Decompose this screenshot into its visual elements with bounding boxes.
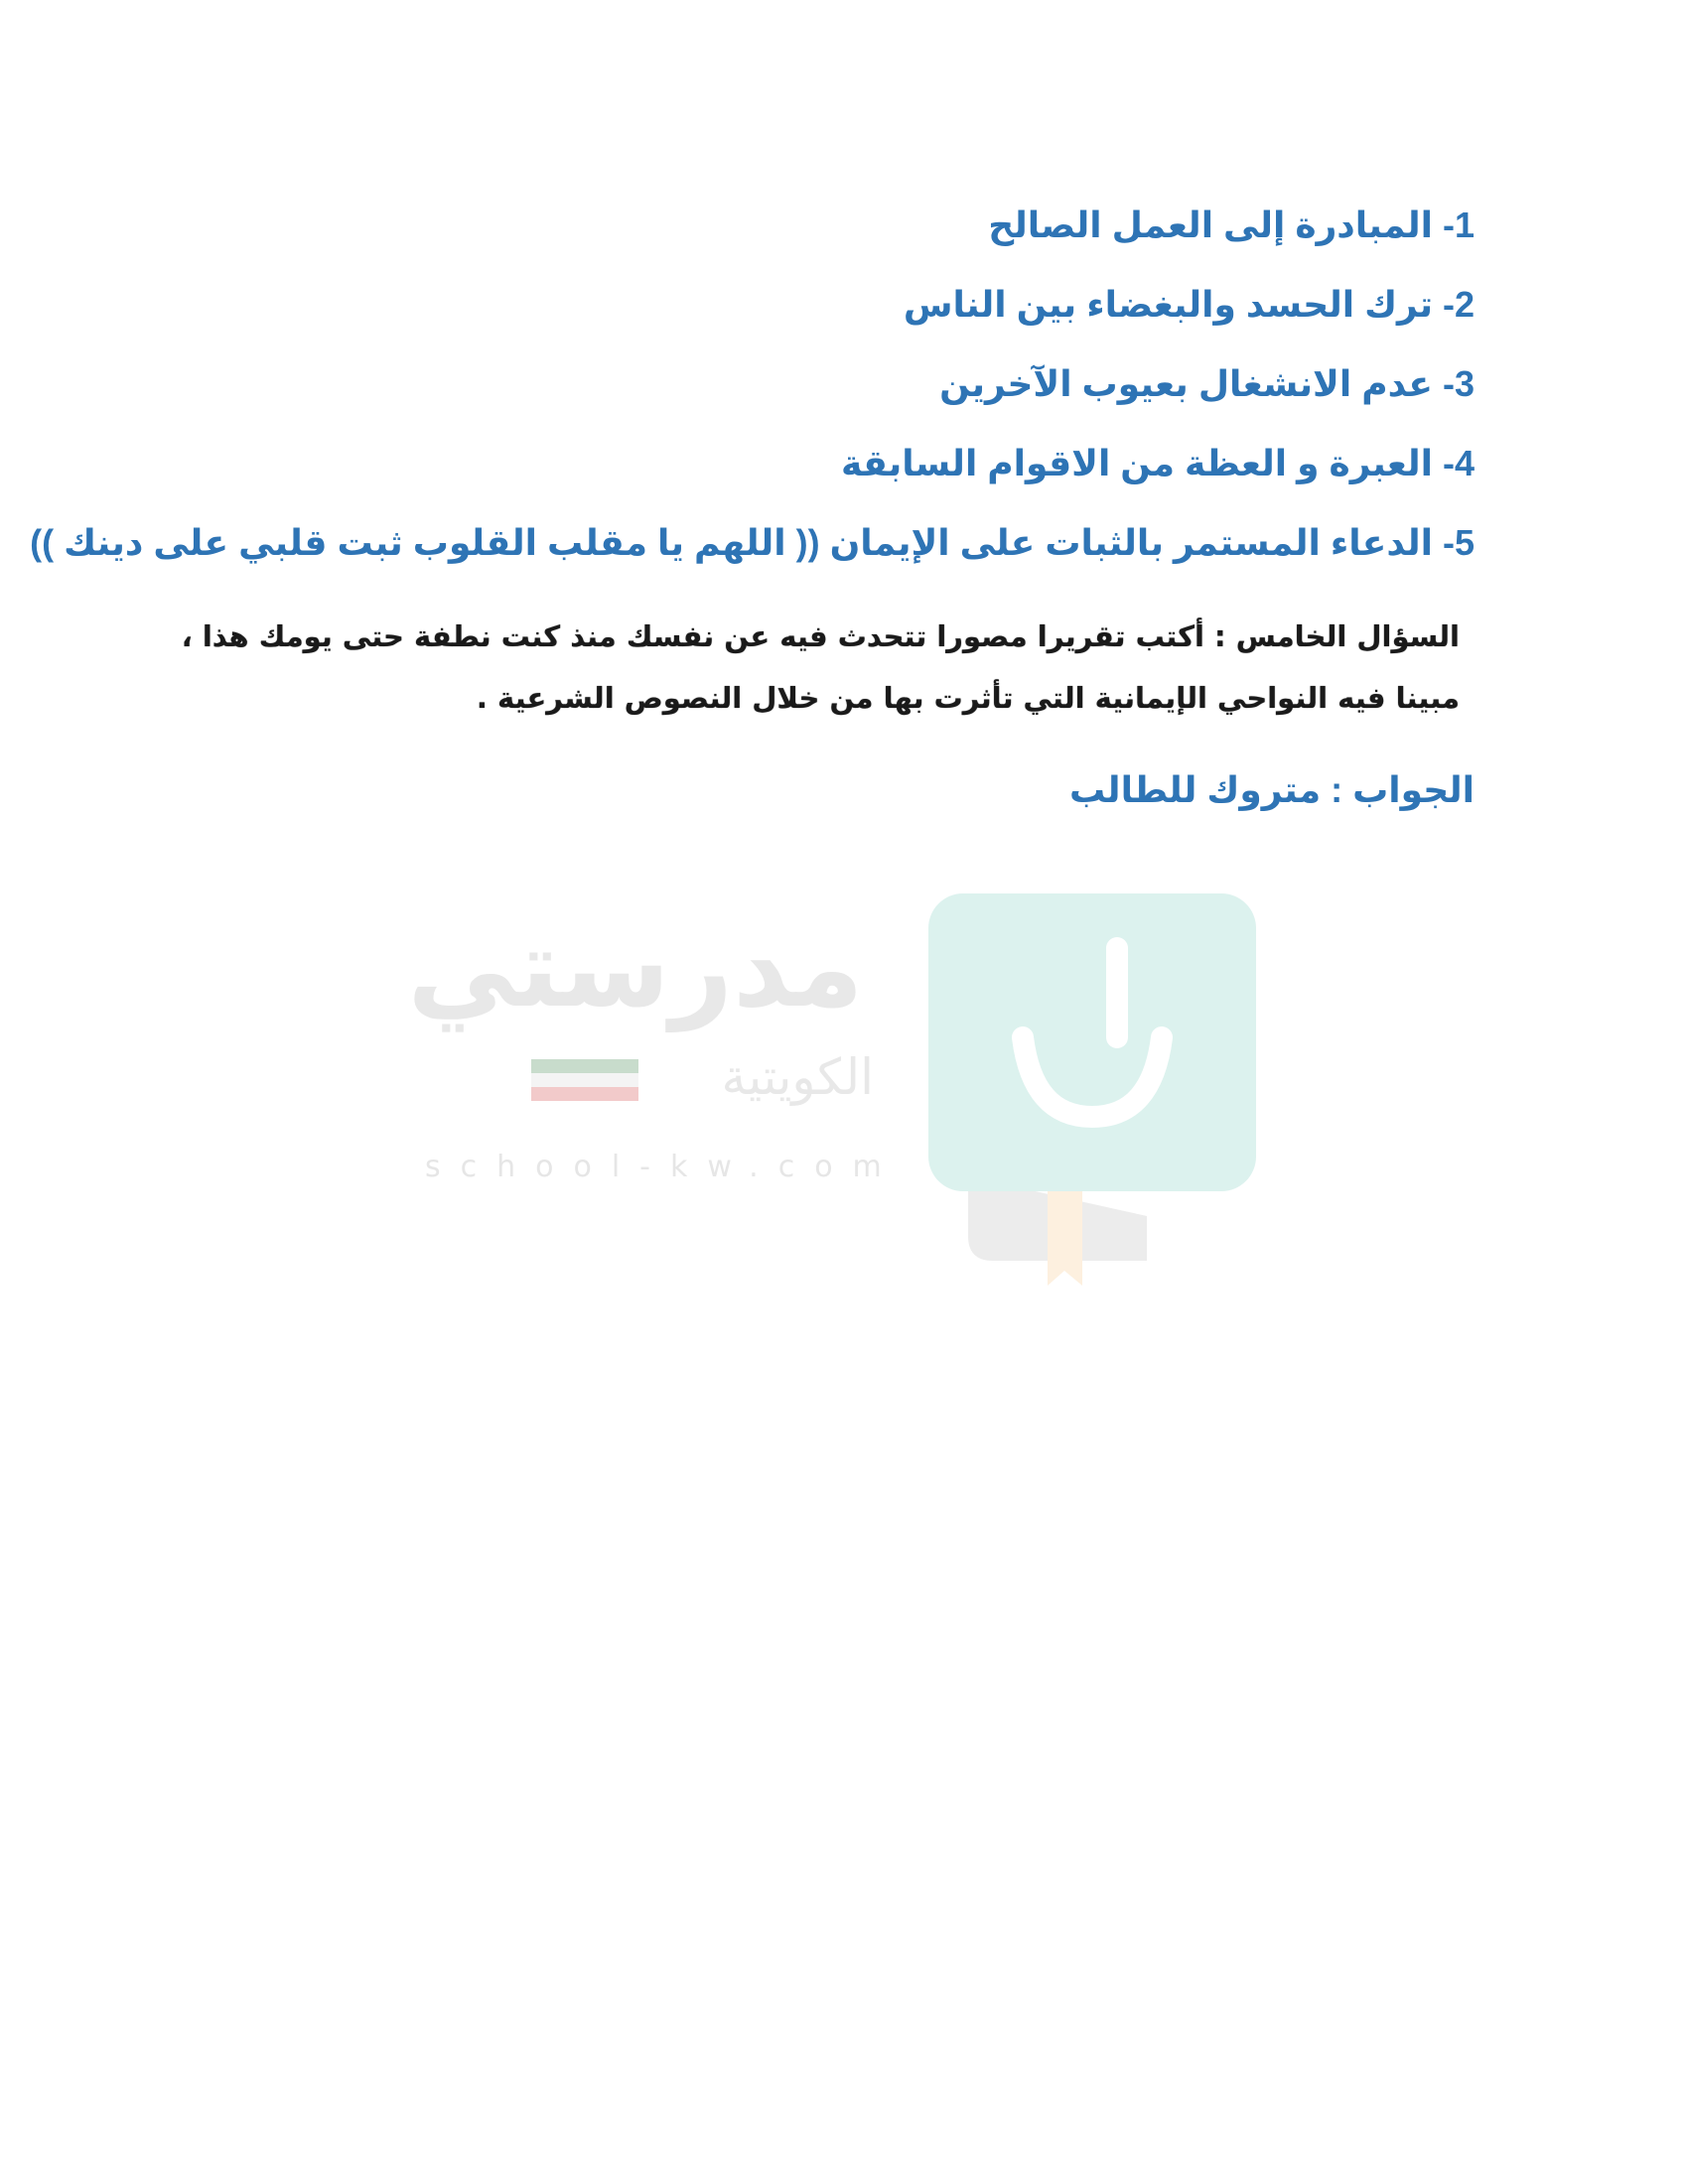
question-five-scan [129,606,1460,729]
question-line-2: مبينا فيه النواحي الإيمانية التي تأثرت بها من خلال النصوص الشرعية . [476,681,1460,715]
answer-item-2: 2- ترك الحسد والبغضاء بين الناس [903,284,1475,325]
logo-body-shape [928,893,1256,1191]
watermark-url: school-kw.com [425,1150,902,1184]
answers-list [30,199,1475,596]
answer-item-5: 5- الدعاء المستمر بالثبات على الإيمان (( اللهم يا مقلب القلوب ثبت قلبي على دينك )) [30,522,1475,563]
flag-stripe-top [531,1059,638,1073]
answer-item-3: 3- عدم الانشغال بعيوب الآخرين [939,363,1475,404]
flag-stripe-middle [531,1073,638,1087]
final-answer [1069,769,1475,811]
kuwait-flag-icon [531,1059,638,1101]
flag-stripe-bottom [531,1087,638,1101]
watermark-title: مدرستي [407,904,864,1031]
school-logo-icon [918,888,1266,1286]
question-line-1: السؤال الخامس : أكتب تقريرا مصورا تتحدث فيه عن نفسك منذ كنت نطفة حتى يومك هذا ، [181,619,1460,653]
answer-item-1: 1- المبادرة إلى العمل الصالح [988,205,1475,245]
logo-shadow-shape [968,1176,1147,1261]
answer-item-4: 4- العبرة و العظة من الاقوام السابقة [841,443,1475,483]
final-answer-text: الجواب : متروك للطالب [1068,769,1475,810]
watermark-subtitle: الكويتية [721,1048,874,1106]
logo-bookmark-shape [1048,1186,1082,1286]
